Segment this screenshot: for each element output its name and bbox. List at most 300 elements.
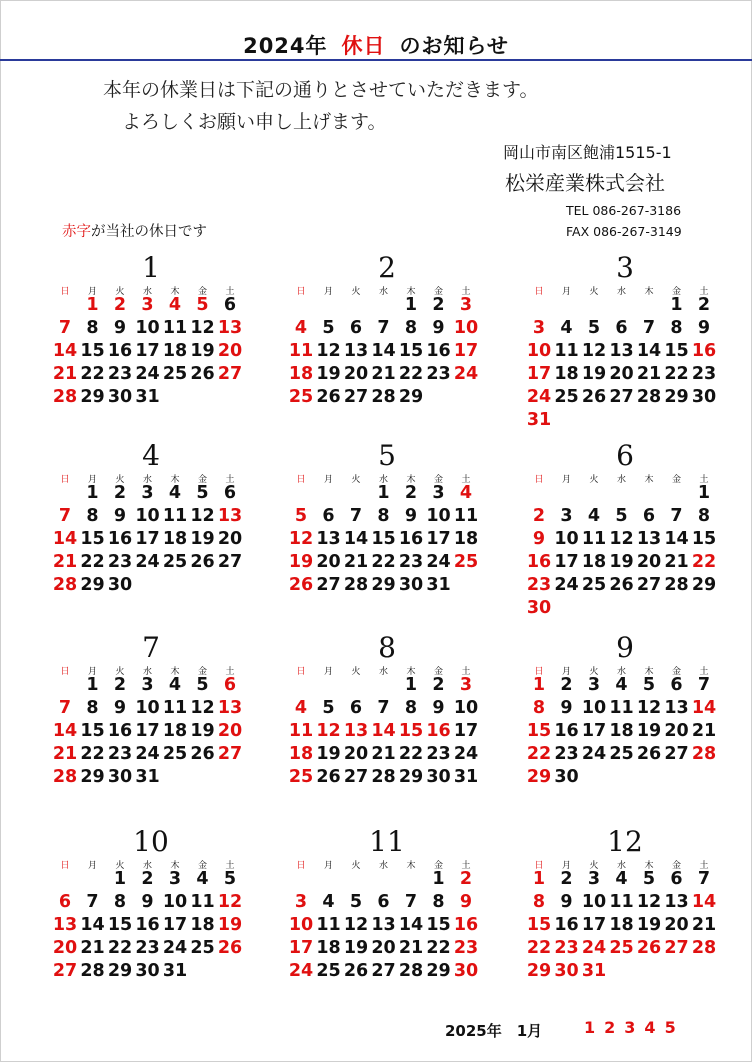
month-number: 10 xyxy=(133,825,169,858)
work-day: 18 xyxy=(190,915,215,935)
weekday-label: 木 xyxy=(644,861,654,871)
holiday-day: 2 xyxy=(459,869,473,889)
work-day: 18 xyxy=(162,529,188,549)
weekday-label: 火 xyxy=(351,861,361,871)
work-day: 5 xyxy=(223,869,237,889)
footer-holiday-day: 1 xyxy=(584,1018,598,1037)
work-day: 20 xyxy=(343,744,369,764)
work-day: 7 xyxy=(404,892,418,912)
work-day: 8 xyxy=(697,506,711,526)
holiday-day: 23 xyxy=(453,938,479,958)
work-day: 5 xyxy=(615,506,628,526)
weekday-label: 金 xyxy=(671,475,681,485)
weekday-label: 月 xyxy=(87,287,97,297)
weekday-label: 水 xyxy=(616,667,626,677)
holiday-day: 12 xyxy=(288,529,314,549)
weekday-label: 月 xyxy=(87,667,97,677)
work-day: 30 xyxy=(107,767,133,787)
weekday-label: 月 xyxy=(87,475,97,485)
legend-red-label: 赤字 xyxy=(62,224,91,240)
holiday-day: 24 xyxy=(526,387,552,407)
work-day: 27 xyxy=(217,552,243,572)
work-day: 19 xyxy=(636,721,662,741)
work-day: 7 xyxy=(377,698,390,718)
work-day: 22 xyxy=(664,364,689,384)
work-day: 10 xyxy=(162,892,188,912)
weekday-label: 土 xyxy=(699,667,709,677)
work-day: 14 xyxy=(80,915,105,935)
weekday-label: 月 xyxy=(323,861,333,871)
weekday-label: 土 xyxy=(225,861,235,871)
weekday-label: 金 xyxy=(433,861,443,871)
month-number: 2 xyxy=(378,251,396,284)
work-day: 2 xyxy=(113,483,127,503)
work-day: 31 xyxy=(135,387,160,407)
work-day: 13 xyxy=(316,529,341,549)
work-day: 27 xyxy=(609,387,634,407)
work-day: 27 xyxy=(343,387,369,407)
work-day: 10 xyxy=(135,318,160,338)
work-day: 12 xyxy=(609,529,634,549)
work-day: 9 xyxy=(404,506,418,526)
work-day: 2 xyxy=(697,295,711,315)
holiday-day: 5 xyxy=(196,295,209,315)
work-day: 22 xyxy=(371,552,396,572)
work-day: 10 xyxy=(581,698,607,718)
weekday-label: 水 xyxy=(616,861,626,871)
holiday-day: 31 xyxy=(526,410,552,430)
work-day: 20 xyxy=(316,552,341,572)
work-day: 30 xyxy=(107,387,133,407)
work-day: 11 xyxy=(609,892,634,912)
weekday-label: 日 xyxy=(296,287,306,297)
work-day: 8 xyxy=(377,506,390,526)
weekday-label: 日 xyxy=(534,861,544,871)
month-number: 1 xyxy=(142,251,160,284)
work-day: 1 xyxy=(377,483,390,503)
work-day: 16 xyxy=(554,915,579,935)
weekday-label: 水 xyxy=(378,475,388,485)
holiday-day: 20 xyxy=(217,721,243,741)
holiday-day: 12 xyxy=(217,892,243,912)
work-day: 2 xyxy=(404,483,418,503)
weekday-label: 木 xyxy=(406,475,416,485)
work-day: 23 xyxy=(107,364,133,384)
work-day: 24 xyxy=(135,552,160,572)
work-day: 1 xyxy=(113,869,127,889)
work-day: 12 xyxy=(343,915,369,935)
work-day: 29 xyxy=(664,387,689,407)
weekday-label: 木 xyxy=(170,861,180,871)
holiday-day: 3 xyxy=(532,318,546,338)
work-day: 19 xyxy=(316,364,341,384)
company-tel: TEL 086-267-3186 xyxy=(566,203,682,218)
work-day: 17 xyxy=(162,915,188,935)
weekday-label: 日 xyxy=(296,667,306,677)
work-day: 14 xyxy=(371,341,396,361)
work-day: 23 xyxy=(691,364,717,384)
weekday-label: 水 xyxy=(616,287,626,297)
work-day: 5 xyxy=(587,318,601,338)
work-day: 29 xyxy=(371,575,396,595)
weekday-label: 水 xyxy=(378,861,388,871)
work-day: 6 xyxy=(670,869,683,889)
work-day: 17 xyxy=(581,915,607,935)
holiday-day: 15 xyxy=(398,721,424,741)
weekday-label: 金 xyxy=(197,475,207,485)
work-day: 12 xyxy=(190,506,215,526)
holiday-day: 13 xyxy=(52,915,78,935)
work-day: 4 xyxy=(560,318,573,338)
holiday-day: 3 xyxy=(459,295,473,315)
footer-month-label: 2025年 1月 xyxy=(445,1022,543,1040)
weekday-label: 水 xyxy=(378,667,388,677)
holiday-day: 25 xyxy=(288,767,314,787)
work-day: 30 xyxy=(107,575,133,595)
weekday-label: 土 xyxy=(699,861,709,871)
holiday-day: 27 xyxy=(52,961,78,981)
work-day: 29 xyxy=(398,387,424,407)
weekday-label: 木 xyxy=(170,475,180,485)
work-day: 29 xyxy=(80,767,105,787)
work-day: 28 xyxy=(398,961,424,981)
work-day: 9 xyxy=(141,892,154,912)
holiday-day: 28 xyxy=(691,938,717,958)
work-day: 26 xyxy=(581,387,607,407)
work-day: 18 xyxy=(609,721,634,741)
work-day: 28 xyxy=(343,575,369,595)
weekday-label: 月 xyxy=(561,287,571,297)
work-day: 1 xyxy=(404,295,418,315)
work-day: 19 xyxy=(190,721,215,741)
weekday-label: 土 xyxy=(461,861,471,871)
holiday-day: 15 xyxy=(526,721,552,741)
weekday-label: 木 xyxy=(170,667,180,677)
work-day: 16 xyxy=(398,529,424,549)
work-day: 25 xyxy=(162,744,188,764)
work-day: 15 xyxy=(691,529,717,549)
weekday-label: 木 xyxy=(644,287,654,297)
holiday-day: 15 xyxy=(526,915,552,935)
work-day: 16 xyxy=(554,721,579,741)
work-day: 21 xyxy=(691,721,717,741)
holiday-day: 10 xyxy=(288,915,314,935)
work-day: 2 xyxy=(141,869,154,889)
weekday-label: 土 xyxy=(699,475,709,485)
work-day: 27 xyxy=(664,744,689,764)
work-day: 15 xyxy=(80,721,105,741)
holiday-day: 29 xyxy=(526,961,552,981)
holiday-day: 24 xyxy=(581,938,607,958)
work-day: 19 xyxy=(343,938,369,958)
work-day: 24 xyxy=(554,575,579,595)
weekday-label: 日 xyxy=(296,475,306,485)
work-day: 10 xyxy=(135,506,160,526)
month-number: 7 xyxy=(142,631,160,664)
work-day: 20 xyxy=(664,721,689,741)
work-day: 19 xyxy=(190,529,215,549)
work-day: 15 xyxy=(398,341,424,361)
work-day: 1 xyxy=(86,675,99,695)
work-day: 8 xyxy=(404,698,418,718)
work-day: 15 xyxy=(80,529,105,549)
work-day: 7 xyxy=(86,892,99,912)
holiday-day: 16 xyxy=(526,552,552,572)
title-suffix: のお知らせ xyxy=(399,34,509,58)
holiday-day: 19 xyxy=(288,552,314,572)
work-day: 11 xyxy=(453,506,479,526)
holiday-day: 23 xyxy=(554,938,579,958)
work-day: 26 xyxy=(343,961,369,981)
work-day: 7 xyxy=(377,318,390,338)
holiday-day: 24 xyxy=(453,364,479,384)
work-day: 26 xyxy=(190,364,215,384)
work-day: 26 xyxy=(190,744,215,764)
work-day: 27 xyxy=(343,767,369,787)
footer-holiday-day: 3 xyxy=(624,1018,638,1037)
work-day: 27 xyxy=(316,575,341,595)
holiday-day: 31 xyxy=(581,961,607,981)
holiday-day: 25 xyxy=(288,387,314,407)
work-day: 18 xyxy=(609,915,634,935)
holiday-day: 14 xyxy=(52,721,78,741)
weekday-label: 日 xyxy=(296,861,306,871)
work-day: 13 xyxy=(371,915,396,935)
weekday-label: 日 xyxy=(60,287,70,297)
work-day: 29 xyxy=(107,961,133,981)
work-day: 8 xyxy=(86,318,99,338)
work-day: 2 xyxy=(432,675,445,695)
work-day: 25 xyxy=(609,744,634,764)
holiday-day: 9 xyxy=(532,529,546,549)
work-day: 19 xyxy=(636,915,662,935)
weekday-label: 土 xyxy=(225,287,235,297)
work-day: 29 xyxy=(691,575,717,595)
work-day: 21 xyxy=(343,552,369,572)
work-day: 13 xyxy=(636,529,662,549)
work-day: 26 xyxy=(190,552,215,572)
holiday-day: 7 xyxy=(58,318,72,338)
work-day: 4 xyxy=(322,892,335,912)
weekday-label: 水 xyxy=(142,475,152,485)
work-day: 28 xyxy=(664,575,689,595)
weekday-label: 金 xyxy=(671,667,681,677)
holiday-day: 4 xyxy=(459,483,473,503)
work-day: 4 xyxy=(615,675,628,695)
holiday-day: 22 xyxy=(691,552,717,572)
holiday-day: 23 xyxy=(526,575,552,595)
work-day: 17 xyxy=(135,721,160,741)
work-day: 17 xyxy=(135,529,160,549)
footer-holiday-day: 2 xyxy=(604,1018,618,1037)
holiday-day: 26 xyxy=(288,575,314,595)
weekday-label: 土 xyxy=(461,667,471,677)
work-day: 11 xyxy=(190,892,215,912)
work-day: 2 xyxy=(113,675,127,695)
month-number: 8 xyxy=(378,631,396,664)
work-day: 25 xyxy=(190,938,215,958)
work-day: 9 xyxy=(560,892,573,912)
work-day: 25 xyxy=(554,387,579,407)
holiday-day: 22 xyxy=(526,744,552,764)
work-day: 20 xyxy=(636,552,662,572)
holiday-day: 2 xyxy=(532,506,546,526)
work-day: 8 xyxy=(86,506,99,526)
work-day: 5 xyxy=(349,892,363,912)
holiday-day: 27 xyxy=(217,364,243,384)
work-day: 31 xyxy=(135,767,160,787)
legend-note xyxy=(62,220,207,241)
work-day: 9 xyxy=(113,318,127,338)
weekday-label: 月 xyxy=(323,287,333,297)
work-day: 30 xyxy=(554,767,579,787)
work-day: 10 xyxy=(554,529,579,549)
holiday-day: 4 xyxy=(168,295,182,315)
work-day: 21 xyxy=(398,938,424,958)
weekday-label: 水 xyxy=(142,861,152,871)
weekday-label: 火 xyxy=(589,475,599,485)
work-day: 5 xyxy=(322,698,335,718)
work-day: 1 xyxy=(432,869,445,889)
holiday-day: 1 xyxy=(532,675,546,695)
holiday-day: 28 xyxy=(691,744,717,764)
weekday-label: 木 xyxy=(170,287,180,297)
weekday-label: 日 xyxy=(534,667,544,677)
holiday-day: 14 xyxy=(52,341,78,361)
work-day: 23 xyxy=(554,744,579,764)
holiday-day: 28 xyxy=(52,575,78,595)
month-number: 9 xyxy=(616,631,634,664)
work-day: 14 xyxy=(343,529,369,549)
work-day: 1 xyxy=(404,675,418,695)
work-day: 3 xyxy=(168,869,182,889)
work-day: 5 xyxy=(322,318,335,338)
work-day: 3 xyxy=(587,869,601,889)
holiday-day: 4 xyxy=(294,698,308,718)
weekday-label: 火 xyxy=(589,667,599,677)
work-day: 21 xyxy=(371,364,396,384)
work-day: 9 xyxy=(432,698,445,718)
holiday-day: 30 xyxy=(453,961,479,981)
work-day: 3 xyxy=(141,675,154,695)
work-day: 21 xyxy=(80,938,105,958)
work-day: 24 xyxy=(135,744,160,764)
weekday-label: 日 xyxy=(60,475,70,485)
work-day: 7 xyxy=(349,506,363,526)
work-day: 6 xyxy=(349,318,363,338)
work-day: 5 xyxy=(196,675,209,695)
holiday-day: 5 xyxy=(294,506,308,526)
work-day: 11 xyxy=(609,698,634,718)
work-day: 19 xyxy=(581,364,607,384)
page-title xyxy=(0,30,752,60)
work-day: 15 xyxy=(107,915,133,935)
work-day: 16 xyxy=(107,529,133,549)
work-day: 18 xyxy=(554,364,579,384)
work-day: 6 xyxy=(322,506,335,526)
work-day: 24 xyxy=(162,938,188,958)
weekday-label: 木 xyxy=(644,475,654,485)
work-day: 2 xyxy=(432,295,445,315)
holiday-day: 7 xyxy=(58,506,72,526)
work-day: 18 xyxy=(162,721,188,741)
work-day: 8 xyxy=(86,698,99,718)
holiday-day: 17 xyxy=(453,341,479,361)
work-day: 5 xyxy=(642,869,656,889)
holiday-day: 2 xyxy=(113,295,127,315)
holiday-day: 8 xyxy=(532,892,546,912)
work-day: 10 xyxy=(135,698,160,718)
work-day: 16 xyxy=(107,341,133,361)
work-day: 13 xyxy=(664,892,689,912)
work-day: 31 xyxy=(426,575,451,595)
holiday-day: 16 xyxy=(426,721,451,741)
holiday-day: 12 xyxy=(316,721,341,741)
weekday-label: 土 xyxy=(461,475,471,485)
weekday-label: 月 xyxy=(561,667,571,677)
work-day: 6 xyxy=(223,295,237,315)
work-day: 23 xyxy=(107,744,133,764)
work-day: 10 xyxy=(581,892,607,912)
work-day: 11 xyxy=(581,529,607,549)
footer-holiday-day: 5 xyxy=(664,1018,678,1037)
weekday-label: 月 xyxy=(561,475,571,485)
company-name: 松栄産業株式会社 xyxy=(505,171,665,195)
holiday-day: 14 xyxy=(691,892,717,912)
work-day: 13 xyxy=(664,698,689,718)
work-day: 22 xyxy=(107,938,133,958)
weekday-label: 土 xyxy=(461,287,471,297)
work-day: 17 xyxy=(426,529,451,549)
holiday-day: 21 xyxy=(52,364,78,384)
work-day: 3 xyxy=(587,675,601,695)
work-day: 6 xyxy=(349,698,363,718)
holiday-day: 28 xyxy=(52,387,78,407)
weekday-label: 水 xyxy=(142,287,152,297)
work-day: 29 xyxy=(80,575,105,595)
weekday-label: 火 xyxy=(589,861,599,871)
holiday-day: 29 xyxy=(526,767,552,787)
work-day: 16 xyxy=(426,341,451,361)
holiday-day: 21 xyxy=(52,552,78,572)
month-number: 3 xyxy=(616,251,634,284)
work-day: 23 xyxy=(398,552,424,572)
work-day: 3 xyxy=(432,483,445,503)
work-day: 19 xyxy=(190,341,215,361)
work-day: 30 xyxy=(135,961,160,981)
work-day: 27 xyxy=(636,575,662,595)
holiday-day: 13 xyxy=(343,721,369,741)
work-day: 12 xyxy=(190,698,215,718)
work-day: 26 xyxy=(316,767,341,787)
title-holiday: 休日 xyxy=(341,34,386,58)
work-day: 6 xyxy=(670,675,683,695)
work-day: 14 xyxy=(398,915,424,935)
work-day: 31 xyxy=(162,961,188,981)
work-day: 17 xyxy=(135,341,160,361)
work-day: 25 xyxy=(316,961,341,981)
work-day: 16 xyxy=(135,915,160,935)
holiday-day: 17 xyxy=(288,938,314,958)
holiday-day: 11 xyxy=(288,721,314,741)
work-day: 9 xyxy=(432,318,445,338)
work-day: 20 xyxy=(664,915,689,935)
holiday-day: 21 xyxy=(52,744,78,764)
work-day: 20 xyxy=(343,364,369,384)
legend-text: が当社の休日です xyxy=(91,224,207,240)
work-day: 5 xyxy=(196,483,209,503)
work-day: 27 xyxy=(371,961,396,981)
